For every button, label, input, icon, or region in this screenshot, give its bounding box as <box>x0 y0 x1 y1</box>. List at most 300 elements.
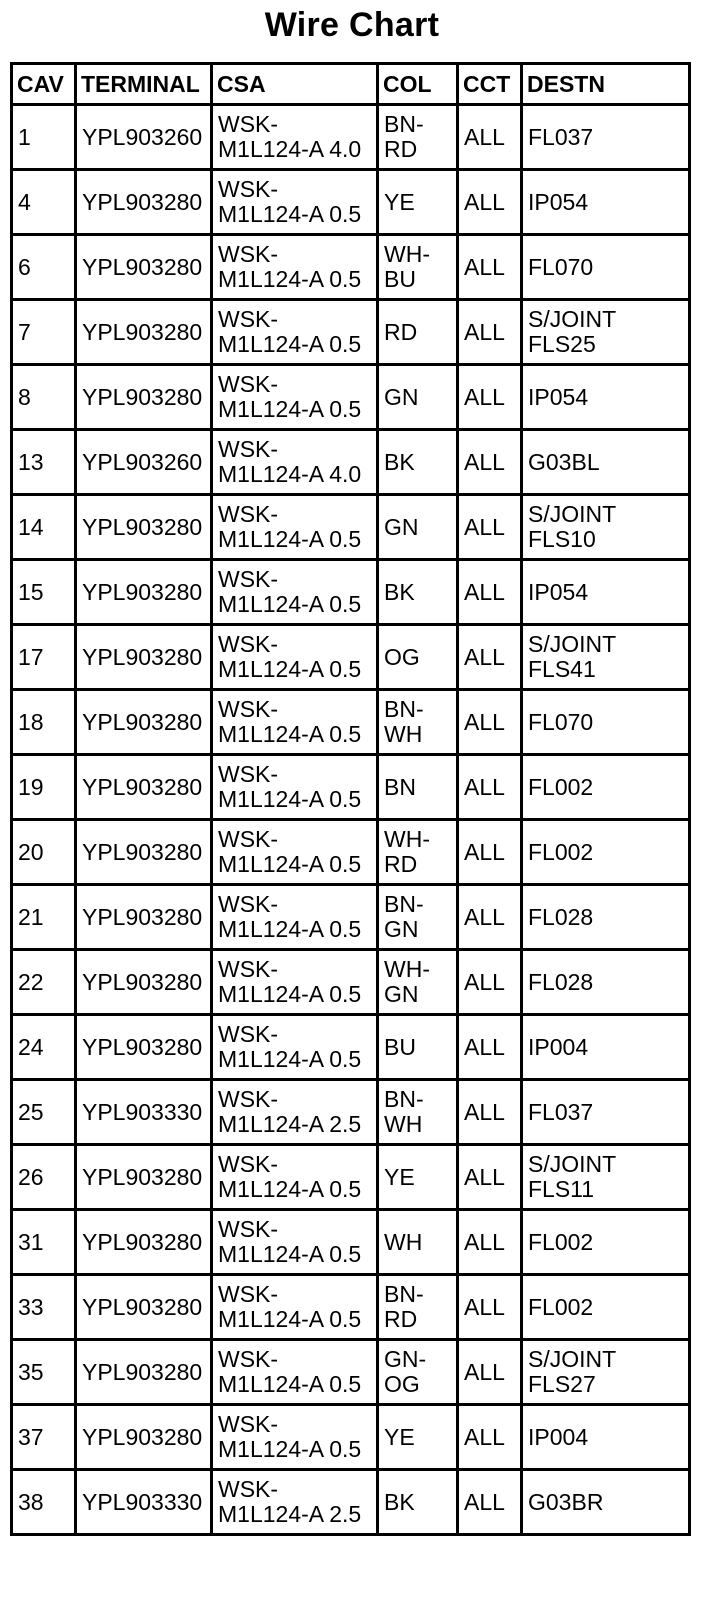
cct-cell <box>458 1470 522 1535</box>
csa-line: WSK- <box>218 1476 279 1502</box>
cct-cell <box>458 755 522 820</box>
cav-cell <box>12 755 76 820</box>
destn-line: IP004 <box>528 1423 589 1450</box>
cct-cell <box>458 235 522 300</box>
destn-line: FL028 <box>528 968 594 995</box>
cct-value: ALL <box>464 1293 505 1320</box>
terminal-cell <box>76 950 212 1015</box>
col-cell <box>378 820 458 885</box>
cav-value: 20 <box>18 838 44 865</box>
csa-line: WSK- <box>218 696 279 722</box>
destn-cell <box>522 1015 690 1080</box>
cct-value: ALL <box>464 318 505 345</box>
col-line: BK <box>384 1488 415 1515</box>
csa-cell <box>212 755 378 820</box>
destn-line: FL070 <box>528 253 594 280</box>
cav-value: 21 <box>18 903 44 930</box>
cct-value: ALL <box>464 578 505 605</box>
csa-line: WSK- <box>218 176 279 202</box>
col-line: GN <box>384 383 419 410</box>
cct-value: ALL <box>464 513 505 540</box>
csa-cell <box>212 820 378 885</box>
csa-cell <box>212 560 378 625</box>
table-row <box>12 495 690 560</box>
csa-line: WSK- <box>218 631 279 657</box>
destn-line: IP054 <box>528 578 589 605</box>
cct-cell <box>458 820 522 885</box>
col-cell <box>378 560 458 625</box>
cct-cell <box>458 105 522 170</box>
table-row <box>12 820 690 885</box>
destn-cell <box>522 690 690 755</box>
col-line: BK <box>384 448 415 475</box>
terminal-cell <box>76 1015 212 1080</box>
table-row <box>12 950 690 1015</box>
cct-cell <box>458 560 522 625</box>
cav-value: 7 <box>18 318 31 345</box>
terminal-value: YPL903280 <box>82 968 203 995</box>
cct-value: ALL <box>464 1228 505 1255</box>
cct-value: ALL <box>464 1423 505 1450</box>
col-line: RD <box>384 318 418 345</box>
csa-line: M1L124-A 2.5 <box>218 1501 362 1527</box>
csa-line: M1L124-A 0.5 <box>218 851 362 877</box>
csa-line: WSK- <box>218 371 279 397</box>
terminal-cell <box>76 300 212 365</box>
col-line: OG <box>384 1371 420 1397</box>
terminal-cell <box>76 1210 212 1275</box>
cct-cell <box>458 495 522 560</box>
destn-cell <box>522 1405 690 1470</box>
csa-line: WSK- <box>218 1411 279 1437</box>
col-line: GN <box>384 513 419 540</box>
cct-value: ALL <box>464 1098 505 1125</box>
cav-value: 13 <box>18 448 44 475</box>
cav-cell <box>12 950 76 1015</box>
col-cell <box>378 170 458 235</box>
col-line: BU <box>384 266 416 292</box>
cct-cell <box>458 950 522 1015</box>
cav-value: 17 <box>18 643 44 670</box>
cct-cell <box>458 1080 522 1145</box>
col-line: GN- <box>384 1346 427 1372</box>
terminal-value: YPL903330 <box>82 1488 203 1515</box>
col-cell <box>378 1015 458 1080</box>
csa-line: WSK- <box>218 501 279 527</box>
terminal-value: YPL903280 <box>82 708 203 735</box>
destn-line: FL002 <box>528 1228 594 1255</box>
terminal-cell <box>76 1405 212 1470</box>
destn-cell <box>522 170 690 235</box>
cav-cell <box>12 170 76 235</box>
cct-cell <box>458 625 522 690</box>
cct-value: ALL <box>464 968 505 995</box>
destn-cell <box>522 1210 690 1275</box>
terminal-cell <box>76 625 212 690</box>
table-row <box>12 1210 690 1275</box>
col-line: BN <box>384 773 416 800</box>
table-row <box>12 235 690 300</box>
csa-line: WSK- <box>218 1151 279 1177</box>
terminal-cell <box>76 820 212 885</box>
col-line: RD <box>384 851 418 877</box>
table-row <box>12 560 690 625</box>
destn-line: S/JOINT <box>528 1346 617 1372</box>
cav-cell <box>12 1210 76 1275</box>
terminal-cell <box>76 755 212 820</box>
col-cell <box>378 365 458 430</box>
col-cell <box>378 1340 458 1405</box>
destn-line: G03BR <box>528 1488 604 1515</box>
terminal-cell <box>76 1080 212 1145</box>
col-cell <box>378 300 458 365</box>
destn-cell <box>522 1145 690 1210</box>
cav-value: 26 <box>18 1163 44 1190</box>
destn-line: FLS25 <box>528 331 596 357</box>
terminal-value: YPL903280 <box>82 578 203 605</box>
cct-value: ALL <box>464 643 505 670</box>
col-cell <box>378 1080 458 1145</box>
cav-cell <box>12 690 76 755</box>
destn-cell <box>522 625 690 690</box>
header-destn: DESTN <box>522 64 690 105</box>
destn-line: IP004 <box>528 1033 589 1060</box>
destn-line: FL070 <box>528 708 594 735</box>
csa-cell <box>212 170 378 235</box>
destn-line: S/JOINT <box>528 501 617 527</box>
col-cell <box>378 430 458 495</box>
cav-cell <box>12 1015 76 1080</box>
terminal-cell <box>76 365 212 430</box>
col-line: RD <box>384 136 418 162</box>
csa-line: M1L124-A 0.5 <box>218 201 362 227</box>
destn-cell <box>522 1080 690 1145</box>
cav-value: 6 <box>18 253 31 280</box>
header-row <box>12 64 690 105</box>
csa-line: WSK- <box>218 761 279 787</box>
cav-value: 25 <box>18 1098 44 1125</box>
col-cell <box>378 885 458 950</box>
destn-cell <box>522 1470 690 1535</box>
table-row <box>12 170 690 235</box>
cct-value: ALL <box>464 448 505 475</box>
csa-line: WSK- <box>218 1281 279 1307</box>
csa-cell <box>212 365 378 430</box>
col-line: WH <box>384 1111 423 1137</box>
wire-chart-table <box>10 62 691 1536</box>
cct-value: ALL <box>464 838 505 865</box>
csa-line: WSK- <box>218 891 279 917</box>
table-row <box>12 1470 690 1535</box>
destn-cell <box>522 495 690 560</box>
cct-value: ALL <box>464 1358 505 1385</box>
destn-cell <box>522 950 690 1015</box>
terminal-value: YPL903280 <box>82 1163 203 1190</box>
cav-value: 35 <box>18 1358 44 1385</box>
csa-cell <box>212 1275 378 1340</box>
csa-line: WSK- <box>218 1086 279 1112</box>
csa-cell <box>212 690 378 755</box>
col-line: OG <box>384 643 420 670</box>
cav-cell <box>12 105 76 170</box>
header-cav: CAV <box>12 64 76 105</box>
cct-value: ALL <box>464 123 505 150</box>
col-cell <box>378 755 458 820</box>
cct-cell <box>458 300 522 365</box>
csa-line: WSK- <box>218 956 279 982</box>
cav-cell <box>12 235 76 300</box>
csa-line: WSK- <box>218 566 279 592</box>
csa-cell <box>212 1015 378 1080</box>
cct-cell <box>458 885 522 950</box>
destn-cell <box>522 1340 690 1405</box>
table-row <box>12 1015 690 1080</box>
destn-cell <box>522 235 690 300</box>
cav-cell <box>12 495 76 560</box>
cct-cell <box>458 1340 522 1405</box>
csa-cell <box>212 1210 378 1275</box>
cct-value: ALL <box>464 383 505 410</box>
csa-line: M1L124-A 0.5 <box>218 1241 362 1267</box>
cav-cell <box>12 300 76 365</box>
col-line: GN <box>384 981 419 1007</box>
col-line: GN <box>384 916 419 942</box>
terminal-value: YPL903280 <box>82 773 203 800</box>
cct-cell <box>458 430 522 495</box>
csa-line: M1L124-A 0.5 <box>218 916 362 942</box>
destn-cell <box>522 560 690 625</box>
terminal-value: YPL903280 <box>82 188 203 215</box>
destn-cell <box>522 755 690 820</box>
destn-cell <box>522 430 690 495</box>
terminal-value: YPL903280 <box>82 1228 203 1255</box>
terminal-value: YPL903280 <box>82 253 203 280</box>
col-line: YE <box>384 188 415 215</box>
cct-value: ALL <box>464 1163 505 1190</box>
csa-line: M1L124-A 0.5 <box>218 656 362 682</box>
cct-cell <box>458 170 522 235</box>
destn-line: FL002 <box>528 838 594 865</box>
terminal-value: YPL903280 <box>82 1033 203 1060</box>
destn-line: FLS41 <box>528 656 596 682</box>
cav-value: 14 <box>18 513 44 540</box>
table-row <box>12 105 690 170</box>
cav-value: 8 <box>18 383 31 410</box>
csa-line: WSK- <box>218 1216 279 1242</box>
header-terminal: TERMINAL <box>76 64 212 105</box>
cav-cell <box>12 625 76 690</box>
cct-value: ALL <box>464 903 505 930</box>
table-row <box>12 690 690 755</box>
cav-cell <box>12 1275 76 1340</box>
cav-value: 4 <box>18 188 31 215</box>
csa-line: WSK- <box>218 826 279 852</box>
destn-line: S/JOINT <box>528 631 617 657</box>
cav-cell <box>12 885 76 950</box>
destn-line: IP054 <box>528 383 589 410</box>
terminal-cell <box>76 1145 212 1210</box>
table-header <box>12 64 690 105</box>
terminal-value: YPL903280 <box>82 1293 203 1320</box>
cav-cell <box>12 1340 76 1405</box>
destn-line: FL028 <box>528 903 594 930</box>
col-line: YE <box>384 1423 415 1450</box>
cav-cell <box>12 1145 76 1210</box>
table-row <box>12 430 690 495</box>
col-cell <box>378 625 458 690</box>
col-line: RD <box>384 1306 418 1332</box>
table-row <box>12 755 690 820</box>
table-row <box>12 1145 690 1210</box>
cav-value: 37 <box>18 1423 44 1450</box>
destn-cell <box>522 820 690 885</box>
col-line: WH- <box>384 826 430 852</box>
csa-line: M1L124-A 0.5 <box>218 1436 362 1462</box>
csa-line: M1L124-A 0.5 <box>218 526 362 552</box>
page-title: Wire Chart <box>264 6 440 44</box>
terminal-value: YPL903280 <box>82 383 203 410</box>
csa-cell <box>212 950 378 1015</box>
col-cell <box>378 235 458 300</box>
csa-cell <box>212 1470 378 1535</box>
destn-line: G03BL <box>528 448 600 475</box>
csa-cell <box>212 495 378 560</box>
col-cell <box>378 105 458 170</box>
csa-cell <box>212 1340 378 1405</box>
csa-line: M1L124-A 4.0 <box>218 461 362 487</box>
cav-cell <box>12 430 76 495</box>
col-line: BU <box>384 1033 416 1060</box>
cct-cell <box>458 365 522 430</box>
table-row <box>12 625 690 690</box>
cct-cell <box>458 1015 522 1080</box>
destn-line: FLS27 <box>528 1371 596 1397</box>
terminal-cell <box>76 1340 212 1405</box>
terminal-value: YPL903280 <box>82 643 203 670</box>
destn-line: FL037 <box>528 1098 594 1125</box>
csa-cell <box>212 430 378 495</box>
cav-value: 15 <box>18 578 44 605</box>
cct-cell <box>458 1145 522 1210</box>
terminal-cell <box>76 170 212 235</box>
cct-cell <box>458 1405 522 1470</box>
csa-cell <box>212 1405 378 1470</box>
csa-line: WSK- <box>218 1346 279 1372</box>
destn-line: IP054 <box>528 188 589 215</box>
cct-cell <box>458 1275 522 1340</box>
col-line: BN- <box>384 111 424 137</box>
cct-cell <box>458 1210 522 1275</box>
table-row <box>12 1405 690 1470</box>
col-cell <box>378 950 458 1015</box>
col-line: BN- <box>384 696 424 722</box>
csa-line: WSK- <box>218 306 279 332</box>
csa-cell <box>212 885 378 950</box>
csa-line: M1L124-A 2.5 <box>218 1111 362 1137</box>
csa-cell <box>212 1080 378 1145</box>
destn-cell <box>522 300 690 365</box>
csa-line: WSK- <box>218 436 279 462</box>
csa-line: M1L124-A 0.5 <box>218 721 362 747</box>
col-cell <box>378 690 458 755</box>
col-line: WH- <box>384 241 430 267</box>
cav-cell <box>12 1405 76 1470</box>
cct-value: ALL <box>464 708 505 735</box>
col-line: WH <box>384 721 423 747</box>
terminal-value: YPL903280 <box>82 513 203 540</box>
cav-cell <box>12 365 76 430</box>
csa-line: M1L124-A 0.5 <box>218 1371 362 1397</box>
cav-value: 1 <box>18 123 31 150</box>
cav-cell <box>12 1470 76 1535</box>
col-line: YE <box>384 1163 415 1190</box>
terminal-cell <box>76 495 212 560</box>
cct-value: ALL <box>464 1033 505 1060</box>
header-col: COL <box>378 64 458 105</box>
terminal-cell <box>76 430 212 495</box>
destn-line: S/JOINT <box>528 306 617 332</box>
cav-value: 19 <box>18 773 44 800</box>
cav-value: 31 <box>18 1228 44 1255</box>
col-line: WH <box>384 1228 423 1255</box>
col-line: WH- <box>384 956 430 982</box>
csa-line: M1L124-A 0.5 <box>218 981 362 1007</box>
terminal-cell <box>76 105 212 170</box>
destn-line: FL002 <box>528 773 594 800</box>
csa-line: WSK- <box>218 1021 279 1047</box>
header-csa: CSA <box>212 64 378 105</box>
col-line: BN- <box>384 891 424 917</box>
csa-line: M1L124-A 4.0 <box>218 136 362 162</box>
cct-value: ALL <box>464 773 505 800</box>
col-cell <box>378 1470 458 1535</box>
terminal-cell <box>76 885 212 950</box>
cav-value: 24 <box>18 1033 44 1060</box>
cct-cell <box>458 690 522 755</box>
table-row <box>12 885 690 950</box>
destn-cell <box>522 365 690 430</box>
terminal-cell <box>76 235 212 300</box>
csa-line: M1L124-A 0.5 <box>218 396 362 422</box>
destn-line: FL037 <box>528 123 594 150</box>
cav-value: 33 <box>18 1293 44 1320</box>
cct-value: ALL <box>464 253 505 280</box>
terminal-cell <box>76 690 212 755</box>
destn-line: FLS11 <box>528 1176 595 1202</box>
terminal-cell <box>76 560 212 625</box>
csa-line: M1L124-A 0.5 <box>218 1046 362 1072</box>
destn-line: FLS10 <box>528 526 596 552</box>
csa-cell <box>212 1145 378 1210</box>
csa-line: M1L124-A 0.5 <box>218 331 362 357</box>
cav-cell <box>12 560 76 625</box>
csa-line: M1L124-A 0.5 <box>218 786 362 812</box>
csa-cell <box>212 625 378 690</box>
destn-cell <box>522 105 690 170</box>
terminal-value: YPL903280 <box>82 903 203 930</box>
col-line: BN- <box>384 1281 424 1307</box>
csa-line: M1L124-A 0.5 <box>218 266 362 292</box>
destn-line: FL002 <box>528 1293 594 1320</box>
terminal-value: YPL903280 <box>82 1423 203 1450</box>
terminal-value: YPL903280 <box>82 838 203 865</box>
table-body <box>12 105 690 1535</box>
cav-value: 22 <box>18 968 44 995</box>
terminal-value: YPL903260 <box>82 123 203 150</box>
csa-cell <box>212 235 378 300</box>
destn-cell <box>522 885 690 950</box>
cav-cell <box>12 820 76 885</box>
